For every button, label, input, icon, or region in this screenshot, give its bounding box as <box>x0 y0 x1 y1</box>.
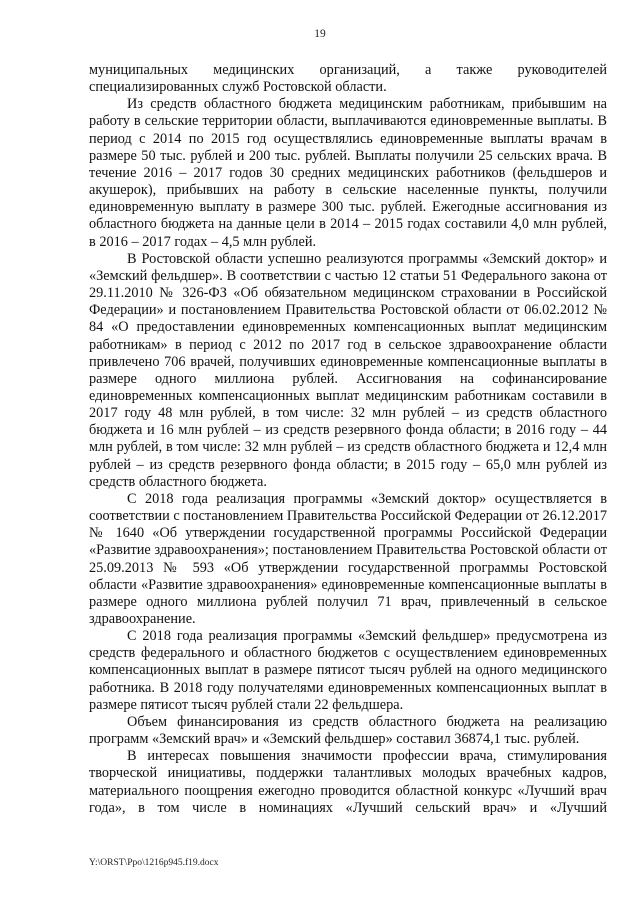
paragraph-funding-volume: Объем финансирования из средств областного бюджета на реализацию программ «Земский врач» и «Земский фельдшер» составил 36874,1 тыс. рублей. <box>89 713 607 748</box>
paragraph-best-doctor-contest: В интересах повышения значимости профессии врача, стимулирования творческой инициативы, поддержки талантливых молодых врачебных кадров, материального поощрения ежегодно проводится областной конкурс «Лучший врач года», в том числе в номинациях «Лучший сельский врач» и «Лучший <box>89 748 607 816</box>
paragraph-continuation: муниципальных медицинских организаций, а также руководителей специализированных служб Ростовской области. <box>89 62 607 96</box>
file-path-footer: Y:\ORST\Ppo\1216p945.f19.docx <box>89 858 219 868</box>
paragraph-zemsky-feldsher-2018: С 2018 года реализация программы «Земский фельдшер» предусмотрена из средств федерального и областного бюджетов с осуществлением единовременных компенсационных выплат в размере пятисот тысяч рублей на одного медицинского работника. В 2018 году получателями единовременных компенсационных выплат в размере пятисот тысяч рублей стали 22 фельдшера. <box>89 628 607 713</box>
body-text <box>89 62 607 817</box>
paragraph-one-time-payments: Из средств областного бюджета медицинским работникам, прибывшим на работу в сельские территории области, выплачиваются единовременные выплаты. В период с 2014 по 2015 год осуществлялись единовременные выплаты врачам в размере 50 тыс. рублей и 200 тыс. рублей. Выплаты получили 25 сельских врача. В течение 2016 – 2017 годов 30 средних медицинских работников (фельдшеров и акушерок), прибывших на работу в сельские населенные пункты, получили единовременную выплату в размере 300 тыс. рублей. Ежегодные ассигнования из областного бюджета на данные цели в 2014 – 2015 годах составили 4,0 млн рублей, в 2016 – 2017 годах – 4,5 млн рублей. <box>89 96 607 250</box>
page-number: 19 <box>314 28 326 40</box>
paragraph-zemsky-doctor-2018: С 2018 года реализация программы «Земский доктор» осуществляется в соответствии с постановлением Правительства Российской Федерации от 26.12.2017 № 1640 «Об утверждении государственной программы Российской Федерации «Развитие здравоохранения»; постановлением Правительства Ростовской области от 25.09.2013 № 593 «Об утверждении государственной программы Ростовской области «Развитие здравоохранения» единовременные компенсационные выплаты в размере одного миллиона рублей получил 71 врач, привлеченный в сельское здравоохранение. <box>89 490 607 627</box>
paragraph-zemsky-programs: В Ростовской области успешно реализуются программы «Земский доктор» и «Земский фельдшер». В соответствии с частью 12 статьи 51 Федерального закона от 29.11.2010 № 326-ФЗ «Об обязательном медицинском страховании в Российской Федерации» и постановлением Правительства Ростовской области от 06.02.2012 № 84 «О предоставлении единовременных компенсационных выплат медицинским работникам» в период с 2012 по 2017 год в сельское здравоохранение области привлечено 706 врачей, получивших единовременные компенсационные выплаты в размере одного миллиона рублей. Ассигнования на софинансирование единовременных компенсационных выплат медицинским работникам составили в 2017 году 48 млн рублей, в том числе: 32 млн рублей – из средств областного бюджета и 16 млн рублей – из средств резервного фонда области; в 2016 году – 44 млн рублей, в том числе: 32 млн рублей – из средств областного бюджета и 12,4 млн рублей – из средств резервного фонда области; в 2015 году – 65,0 млн рублей из средств областного бюджета. <box>89 250 607 490</box>
